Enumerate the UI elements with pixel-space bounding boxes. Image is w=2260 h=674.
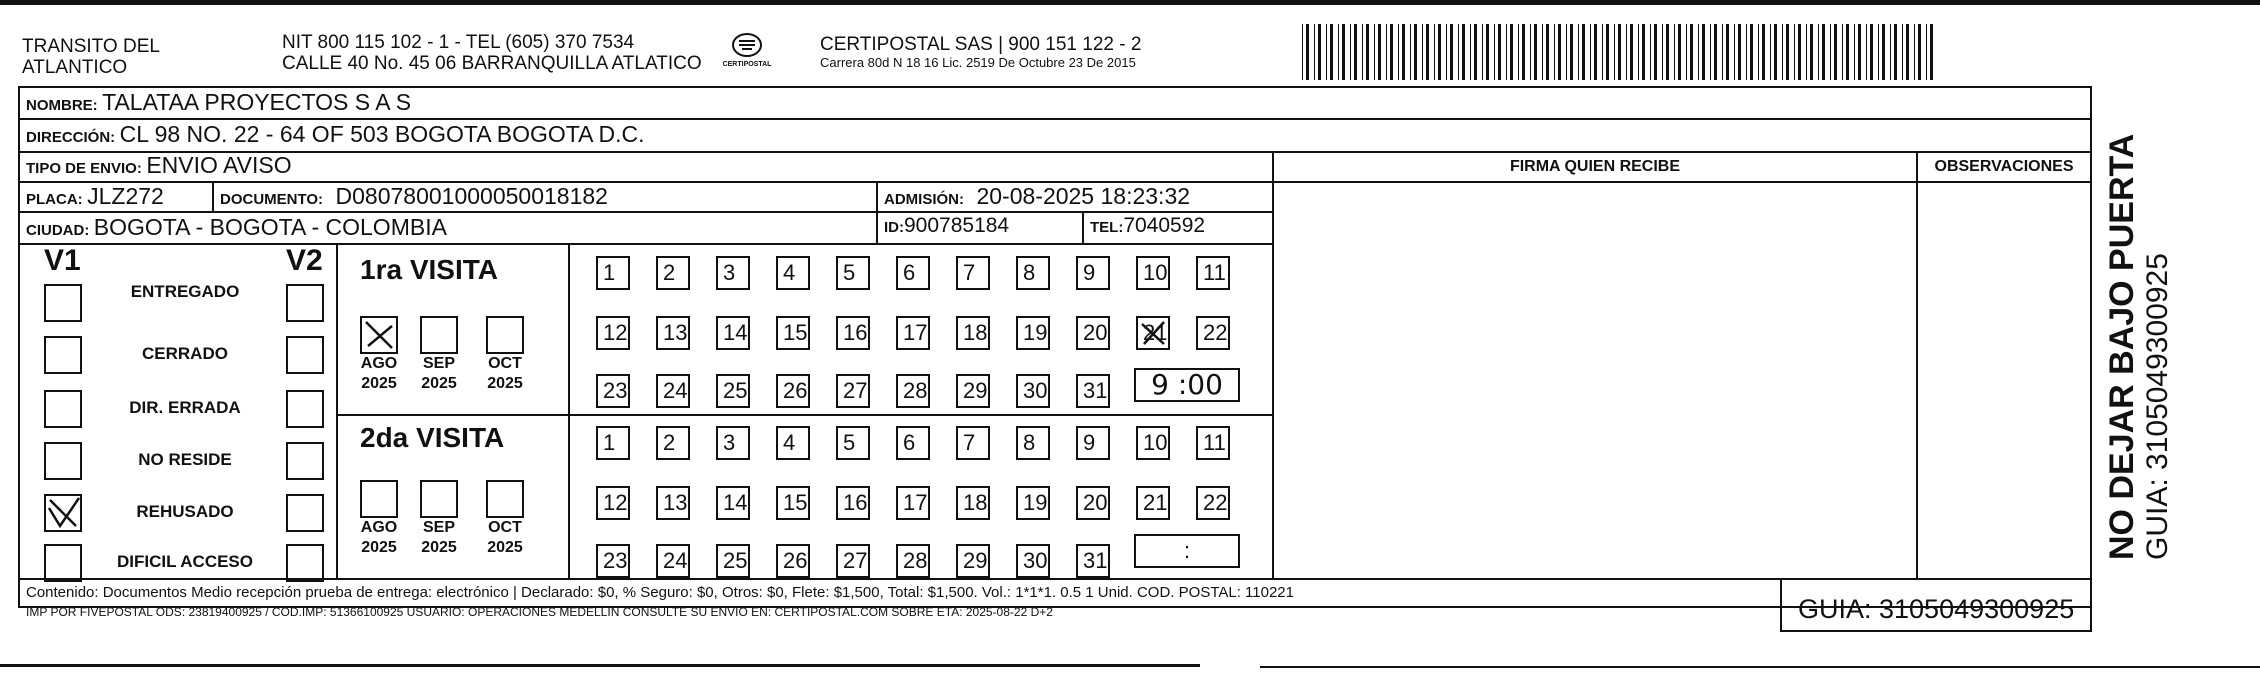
cert-info (820, 34, 1141, 71)
day-box[interactable]: 26 (776, 544, 810, 578)
v1-checkbox[interactable] (44, 284, 82, 322)
day-box[interactable]: 10 (1136, 426, 1170, 460)
v1-checkbox[interactable] (44, 544, 82, 582)
month-label (349, 518, 409, 558)
v2-checkbox[interactable] (286, 442, 324, 480)
barcode-bar (1534, 24, 1537, 80)
day-box[interactable]: 29 (956, 544, 990, 578)
barcode-bar (1734, 24, 1735, 80)
company-line2: ATLANTICO (22, 57, 128, 78)
day-box[interactable]: 16 (836, 486, 870, 520)
barcode-bar (1746, 24, 1747, 80)
x-mark-icon (362, 318, 396, 352)
day-box[interactable]: 30 (1016, 374, 1050, 408)
second-visit-time-value: : (1183, 538, 1191, 563)
barcode-bar (1786, 24, 1789, 80)
barcode-bar (1842, 24, 1843, 80)
tel-value: 7040592 (1123, 214, 1206, 237)
barcode-bar (1662, 24, 1663, 80)
month-checkbox[interactable] (360, 480, 398, 518)
barcode-bar (1626, 24, 1627, 80)
barcode-bar (1498, 24, 1501, 80)
admision-value: 20-08-2025 18:23:32 (976, 183, 1191, 209)
tipo-row (26, 152, 292, 179)
month-label (475, 518, 535, 558)
side-warning (2102, 134, 2174, 560)
day-box[interactable]: 13 (656, 486, 690, 520)
nombre-value: TALATAA PROYECTOS S A S (102, 89, 412, 115)
v2-label: V2 (286, 244, 323, 277)
id-row (884, 214, 1009, 238)
barcode-bar (1750, 24, 1753, 80)
tel-divider (1082, 211, 1084, 243)
month-name: SEP (422, 519, 455, 536)
day-box[interactable]: 11 (1196, 426, 1230, 460)
month-checkbox[interactable] (420, 480, 458, 518)
barcode-bar (1398, 24, 1399, 80)
barcode-bar (1554, 24, 1555, 80)
month-name: AGO (360, 519, 398, 536)
barcode-bar (1690, 24, 1693, 80)
barcode-bar (1522, 24, 1525, 80)
day-box[interactable]: 6 (896, 426, 930, 460)
barcode-bar (1330, 24, 1333, 80)
day-box[interactable]: 24 (656, 544, 690, 578)
barcode-bar (1866, 24, 1867, 80)
barcode-bar (1894, 24, 1897, 80)
day-box[interactable]: 18 (956, 316, 990, 350)
day-box[interactable]: 28 (896, 374, 930, 408)
barcode-bar (1378, 24, 1381, 80)
barcode-bar (1902, 24, 1903, 80)
admision-label: ADMISIÓN: (884, 191, 964, 208)
barcode-bar (1798, 24, 1801, 80)
barcode-bar (1870, 24, 1873, 80)
placa-label: PLACA: (26, 191, 83, 208)
documento-row (220, 183, 608, 210)
day-box[interactable]: 13 (656, 316, 690, 350)
placa-divider (212, 181, 214, 211)
v2-checkbox[interactable] (286, 544, 324, 582)
barcode-bar (1506, 24, 1507, 80)
day-box[interactable]: 2 (656, 256, 690, 290)
day-box[interactable]: 25 (716, 544, 750, 578)
barcode-bar (1546, 24, 1549, 80)
barcode-bar (1510, 24, 1513, 80)
company-line1: TRANSITO DEL (22, 36, 160, 57)
month-year: 2025 (361, 375, 397, 392)
day-box[interactable]: 17 (896, 486, 930, 520)
barcode-bar (1386, 24, 1387, 80)
barcode-bar (1926, 24, 1927, 80)
day-box[interactable]: 26 (776, 374, 810, 408)
day-box[interactable]: 25 (716, 374, 750, 408)
v1-checkbox[interactable] (44, 494, 82, 532)
side-warning-text: NO DEJAR BAJO PUERTA (2103, 133, 2141, 560)
placa-value: JLZ272 (87, 183, 164, 209)
month-name: SEP (422, 355, 455, 372)
day-box[interactable]: 23 (596, 544, 630, 578)
placa-row (26, 183, 164, 210)
barcode-bar (1482, 24, 1483, 80)
day-box[interactable]: 20 (1076, 316, 1110, 350)
id-label: ID: (884, 219, 904, 236)
day-box[interactable]: 29 (956, 374, 990, 408)
day-box[interactable]: 20 (1076, 486, 1110, 520)
day-box[interactable]: 14 (716, 486, 750, 520)
barcode-bar (1302, 24, 1303, 80)
day-box[interactable]: 10 (1136, 256, 1170, 290)
day-box[interactable]: 3 (716, 426, 750, 460)
first-visit-time-value: 9 :00 (1151, 368, 1223, 401)
barcode-bar (1782, 24, 1783, 80)
barcode-bar (1602, 24, 1603, 80)
barcode-bar (1654, 24, 1657, 80)
barcode-bar (1918, 24, 1921, 80)
barcode-bar (1882, 24, 1885, 80)
day-box[interactable]: 5 (836, 256, 870, 290)
month-year: 2025 (361, 539, 397, 556)
direccion-value: CL 98 NO. 22 - 64 OF 503 BOGOTA BOGOTA D.C. (119, 121, 645, 147)
day-box[interactable]: 22 (1196, 316, 1230, 350)
barcode-bar (1558, 24, 1561, 80)
col-divider-right (1272, 151, 1274, 578)
barcode-bar (1470, 24, 1471, 80)
day-box[interactable]: 30 (1016, 544, 1050, 578)
barcode-bar (1846, 24, 1849, 80)
barcode-bar (1438, 24, 1441, 80)
barcode-bar (1542, 24, 1543, 80)
barcode-bar (1374, 24, 1375, 80)
month-label (475, 354, 535, 394)
barcode-bar (1818, 24, 1819, 80)
barcode (1300, 24, 1940, 80)
day-box[interactable]: 19 (1016, 316, 1050, 350)
barcode-bar (1618, 24, 1621, 80)
footer-guia-bottom (1780, 630, 2092, 632)
barcode-bar (1594, 24, 1597, 80)
footer-line2: IMP POR FIVEPOSTAL ODS: 23819400925 / COD.IMP: 51366100925 USUARIO: OPERACIONES MEDELLIN CONSULTE SU ENVIO EN: CERTIPOSTAL.COM SOBRE ETA: 2025-08-22 D+2 (26, 605, 1053, 619)
barcode-bar (1762, 24, 1765, 80)
company-contact (282, 32, 702, 74)
observaciones-header: OBSERVACIONES (1934, 158, 2074, 175)
nombre-label: NOMBRE: (26, 97, 98, 114)
barcode-bar (1474, 24, 1477, 80)
row-line (18, 211, 1274, 213)
day-box[interactable]: 8 (1016, 256, 1050, 290)
status-label: CERRADO (142, 344, 228, 363)
day-box[interactable]: 23 (596, 374, 630, 408)
v2-checkbox[interactable] (286, 494, 324, 532)
barcode-bar (1390, 24, 1393, 80)
barcode-bar (1450, 24, 1453, 80)
barcode-bar (1582, 24, 1585, 80)
barcode-bar (1758, 24, 1759, 80)
day-box[interactable]: 5 (836, 426, 870, 460)
month-checkbox[interactable] (360, 316, 398, 354)
day-box[interactable]: 16 (836, 316, 870, 350)
month-year: 2025 (421, 375, 457, 392)
month-label (409, 518, 469, 558)
barcode-bar (1590, 24, 1591, 80)
day-box[interactable]: 4 (776, 426, 810, 460)
footer-guia: GUIA: 3105049300925 (1798, 594, 2075, 624)
barcode-bar (1806, 24, 1807, 80)
certipostal-logo (712, 32, 782, 68)
day-box[interactable]: 31 (1076, 374, 1110, 408)
id-value: 900785184 (904, 214, 1010, 237)
barcode-bar (1530, 24, 1531, 80)
barcode-bar (1354, 24, 1357, 80)
month-name: OCT (488, 355, 522, 372)
barcode-bar (1830, 24, 1831, 80)
barcode-bar (1426, 24, 1429, 80)
v1-checkbox[interactable] (44, 390, 82, 428)
v1-checkbox[interactable] (44, 442, 82, 480)
second-visit-time[interactable] (1134, 534, 1240, 568)
barcode-bar (1342, 24, 1345, 80)
documento-label: DOCUMENTO: (220, 191, 324, 208)
barcode-bar (1414, 24, 1417, 80)
day-box[interactable] (1136, 316, 1170, 350)
barcode-bar (1674, 24, 1675, 80)
day-box[interactable]: 24 (656, 374, 690, 408)
day-box[interactable]: 14 (716, 316, 750, 350)
v2-checkbox[interactable] (286, 390, 324, 428)
barcode-bar (1362, 24, 1363, 80)
barcode-bar (1794, 24, 1795, 80)
day-box[interactable]: 28 (896, 544, 930, 578)
barcode-bar (1578, 24, 1579, 80)
barcode-bar (1930, 24, 1933, 80)
barcode-bar (1686, 24, 1687, 80)
barcode-bar (1890, 24, 1891, 80)
month-name: AGO (360, 355, 398, 372)
tipo-value: ENVIO AVISO (146, 152, 292, 178)
month-name: OCT (488, 519, 522, 536)
logo-icon (730, 32, 764, 58)
barcode-bar (1570, 24, 1573, 80)
row-line (18, 151, 2092, 153)
company-name (22, 36, 160, 78)
day-box[interactable]: 9 (1076, 256, 1110, 290)
footer-content (26, 583, 1776, 621)
barcode-bar (1678, 24, 1681, 80)
day-box[interactable]: 19 (1016, 486, 1050, 520)
day-box[interactable]: 6 (896, 256, 930, 290)
day-box[interactable]: 12 (596, 316, 630, 350)
barcode-bar (1642, 24, 1645, 80)
ciudad-value: BOGOTA - BOGOTA - COLOMBIA (93, 214, 447, 240)
second-visit-label: 2da VISITA (360, 422, 505, 453)
months-divider (568, 243, 570, 578)
first-visit-label: 1ra VISITA (360, 254, 498, 285)
barcode-bar (1666, 24, 1669, 80)
cert-line: CERTIPOSTAL SAS | 900 151 122 - 2 (820, 34, 1142, 55)
day-box[interactable]: 7 (956, 426, 990, 460)
barcode-bar (1630, 24, 1633, 80)
col-divider-obs (1916, 151, 1918, 578)
barcode-bar (1306, 24, 1309, 80)
barcode-bar (1638, 24, 1639, 80)
month-checkbox[interactable] (486, 480, 524, 518)
ciudad-label: CIUDAD: (26, 222, 90, 239)
status-label: DIR. ERRADA (129, 398, 241, 417)
barcode-bar (1858, 24, 1861, 80)
first-visit-time[interactable] (1134, 368, 1240, 402)
barcode-bar (1906, 24, 1909, 80)
admision-row (884, 183, 1190, 210)
barcode-bar (1834, 24, 1837, 80)
barcode-bar (1650, 24, 1651, 80)
month-year: 2025 (487, 539, 523, 556)
col-header-line (1274, 181, 2092, 183)
nombre-row (26, 89, 411, 116)
bottom-edge (0, 664, 1200, 667)
day-box[interactable]: 22 (1196, 486, 1230, 520)
footer-guia-divider (1780, 578, 1782, 632)
day-box[interactable]: 18 (956, 486, 990, 520)
x-mark-icon (1138, 318, 1168, 348)
logo-text: CERTIPOSTAL (722, 61, 772, 68)
barcode-bar (1878, 24, 1879, 80)
month-checkbox[interactable] (486, 316, 524, 354)
bottom-edge (1260, 666, 2260, 668)
row-line (18, 118, 2092, 120)
month-label (349, 354, 409, 394)
day-box[interactable]: 17 (896, 316, 930, 350)
barcode-bar (1714, 24, 1717, 80)
day-box[interactable]: 2 (656, 426, 690, 460)
day-box[interactable]: 12 (596, 486, 630, 520)
barcode-bar (1366, 24, 1369, 80)
status-label: NO RESIDE (138, 450, 232, 469)
day-box[interactable]: 27 (836, 374, 870, 408)
day-box[interactable]: 15 (776, 486, 810, 520)
check-mark-icon (46, 496, 80, 530)
barcode-bar (1326, 24, 1327, 80)
admision-divider (876, 181, 878, 211)
v2-checkbox[interactable] (286, 284, 324, 322)
status-label: ENTREGADO (130, 282, 240, 301)
barcode-bar (1410, 24, 1411, 80)
day-box[interactable]: 4 (776, 256, 810, 290)
barcode-bar (1446, 24, 1447, 80)
tel-label: TEL: (1090, 219, 1124, 236)
footer-line1: Contenido: Documentos Medio recepción prueba de entrega: electrónico | Declarado: $0, % Seguro: $0, Otros: $0, Flete: $1,500, Total: $1,500. Vol.: 1*1*1. 0.5 1 Unid. COD. POSTAL: 110221 (26, 584, 1294, 601)
barcode-bar (1854, 24, 1855, 80)
barcode-bar (1462, 24, 1465, 80)
row-line (18, 243, 1274, 245)
barcode-bar (1350, 24, 1351, 80)
barcode-bar (1566, 24, 1567, 80)
barcode-bar (1810, 24, 1813, 80)
month-checkbox[interactable] (420, 316, 458, 354)
month-year: 2025 (421, 539, 457, 556)
barcode-bar (1402, 24, 1405, 80)
day-box[interactable]: 3 (716, 256, 750, 290)
day-box[interactable]: 8 (1016, 426, 1050, 460)
footer-guia-right (2090, 578, 2092, 632)
firma-header: FIRMA QUIEN RECIBE (1509, 158, 1681, 175)
barcode-bar (1518, 24, 1519, 80)
month-label (409, 354, 469, 394)
cert-sub: Carrera 80d N 18 16 Lic. 2519 De Octubre 23 De 2015 (820, 55, 1136, 70)
barcode-bar (1770, 24, 1771, 80)
v2-checkbox[interactable] (286, 336, 324, 374)
status-label: DIFICIL ACCESO (116, 552, 253, 571)
tipo-label: TIPO DE ENVIO: (26, 160, 142, 177)
day-number: 21 (1143, 320, 1168, 345)
day-box[interactable]: 21 (1136, 486, 1170, 520)
barcode-bar (1458, 24, 1459, 80)
barcode-bar (1710, 24, 1711, 80)
visit-divider (336, 414, 1272, 416)
barcode-bar (1614, 24, 1615, 80)
documento-value: D08078001000050018182 (335, 183, 608, 209)
v2-divider (336, 243, 338, 578)
barcode-bar (1738, 24, 1741, 80)
barcode-image (1300, 24, 1940, 80)
barcode-bar (1434, 24, 1435, 80)
month-year: 2025 (487, 375, 523, 392)
barcode-bar (1698, 24, 1699, 80)
v1-checkbox[interactable] (44, 336, 82, 374)
side-guia-text: GUIA: 3105049300925 (2141, 253, 2174, 560)
day-box[interactable]: 31 (1076, 544, 1110, 578)
barcode-bar (1486, 24, 1489, 80)
day-box[interactable]: 7 (956, 256, 990, 290)
direccion-row (26, 121, 645, 148)
day-box[interactable]: 27 (836, 544, 870, 578)
barcode-bar (1606, 24, 1609, 80)
barcode-bar (1774, 24, 1777, 80)
nit-line: NIT 800 115 102 - 1 - TEL (605) 370 7534 (282, 32, 635, 53)
barcode-bar (1338, 24, 1339, 80)
day-box[interactable]: 9 (1076, 426, 1110, 460)
day-box[interactable]: 1 (596, 256, 630, 290)
top-border (0, 0, 2260, 5)
barcode-bar (1702, 24, 1705, 80)
barcode-bar (1314, 24, 1315, 80)
status-label: REHUSADO (136, 502, 234, 521)
barcode-bar (1914, 24, 1915, 80)
barcode-bar (1318, 24, 1321, 80)
barcode-bar (1422, 24, 1423, 80)
barcode-bar (1494, 24, 1495, 80)
barcode-bar (1726, 24, 1729, 80)
address-line: CALLE 40 No. 45 06 BARRANQUILLA ATLATICO (282, 53, 702, 74)
tel-row (1090, 214, 1205, 238)
day-box[interactable]: 1 (596, 426, 630, 460)
direccion-label: DIRECCIÓN: (26, 129, 116, 146)
ciudad-row (26, 214, 447, 241)
barcode-bar (1722, 24, 1723, 80)
day-box[interactable]: 15 (776, 316, 810, 350)
id-divider (876, 211, 878, 243)
barcode-bar (1822, 24, 1825, 80)
v1-label: V1 (44, 244, 81, 277)
day-box[interactable]: 11 (1196, 256, 1230, 290)
